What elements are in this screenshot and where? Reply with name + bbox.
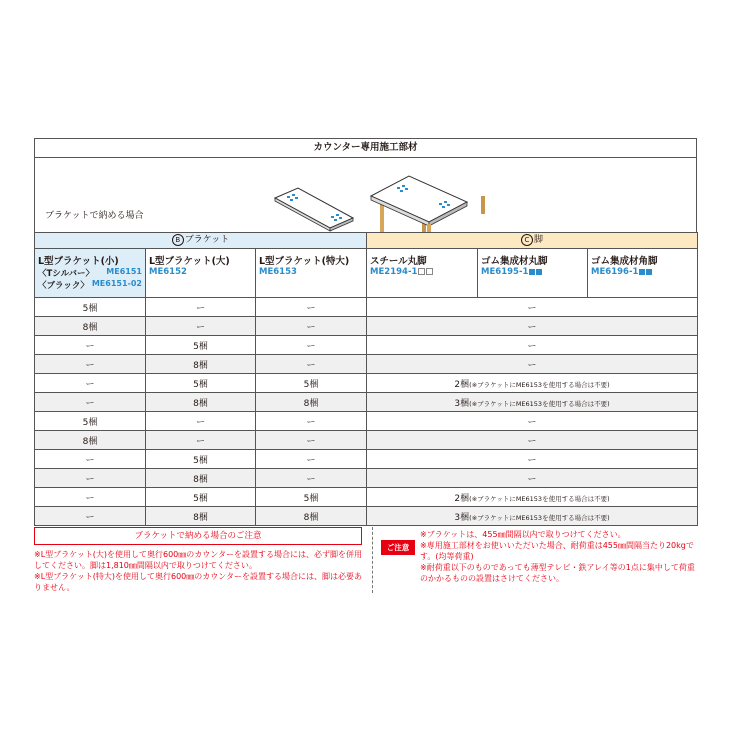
bracket-large-code: ME6152 (149, 267, 187, 277)
leg-steel-code: ME2194-1 (370, 267, 418, 277)
cell-large: 5梱 (146, 336, 256, 355)
leg-rubber-round-name: ゴム集成材丸脚 (481, 256, 548, 267)
bracket-large-name: L型ブラケット(大) (149, 256, 230, 267)
left-note: ※L型ブラケット(大)を使用して奥行600㎜のカウンターを設置する場合には、必ず脚を併用してください。脚は1,810㎜間隔以内で取りつけてください。 (34, 550, 362, 570)
cell-leg (367, 374, 698, 393)
header-bracket-xl (256, 249, 367, 298)
parts-table (34, 232, 698, 526)
cell-xl: ー (256, 469, 367, 488)
black-code: ME6151-02 (91, 279, 142, 288)
cell-xl: ー (256, 298, 367, 317)
table-row (35, 355, 698, 374)
leg-value: 3梱 (454, 512, 470, 523)
cell-small: ー (35, 507, 146, 526)
header-leg-rubber-round (478, 249, 588, 298)
cell-small: ー (35, 469, 146, 488)
cell-large: 8梱 (146, 393, 256, 412)
table-row (35, 336, 698, 355)
cell-leg (367, 298, 698, 317)
color-code-filled-square-icon (536, 269, 542, 275)
cell-small: ー (35, 488, 146, 507)
table-row (35, 450, 698, 469)
cell-small: 8梱 (35, 317, 146, 336)
parts-table-sheet (34, 138, 697, 526)
table-row (35, 431, 698, 450)
cell-large: ー (146, 317, 256, 336)
right-note: ※ブラケットは、455㎜間隔以内で取りつけてください。 (420, 530, 626, 539)
notes-divider (372, 527, 373, 593)
bracket-counter-illustration (275, 188, 353, 231)
table-row (35, 393, 698, 412)
group-bracket (35, 233, 367, 249)
caution-badge: ご注意 (381, 540, 415, 555)
table-row (35, 317, 698, 336)
cell-leg (367, 412, 698, 431)
leg-value: ー (527, 341, 537, 352)
leg-rubber-round-code: ME6195-1 (481, 267, 529, 277)
cell-small: ー (35, 355, 146, 374)
color-code-filled-square-icon (639, 269, 645, 275)
header-leg-steel (367, 249, 478, 298)
cell-xl: 8梱 (256, 507, 367, 526)
header-bracket-large (146, 249, 256, 298)
cell-leg (367, 355, 698, 374)
leg-value: 2梱 (454, 379, 470, 390)
table-row (35, 469, 698, 488)
cell-xl: ー (256, 355, 367, 374)
cell-small: 5梱 (35, 412, 146, 431)
leg-note: (※ブラケットにME6153を使用する場合は不要) (469, 494, 610, 503)
bracket-xl-name: L型ブラケット(特大) (259, 256, 350, 267)
group-b-mark: B (172, 234, 184, 246)
cell-small: 5梱 (35, 298, 146, 317)
cell-xl: ー (256, 412, 367, 431)
table-row (35, 412, 698, 431)
color-code-empty-square-icon (418, 268, 425, 275)
cell-large: 5梱 (146, 488, 256, 507)
table-body (35, 298, 698, 526)
cell-large: 8梱 (146, 507, 256, 526)
silver-code: ME6151 (106, 267, 142, 276)
header-bracket-small (35, 249, 146, 298)
cell-xl: 8梱 (256, 393, 367, 412)
right-note: ※耐荷重以下のものであっても薄型テレビ・鉄アレイ等の1点に集中して荷重のかかるものの設置はさけてください。 (420, 563, 695, 583)
leg-value: ー (527, 474, 537, 485)
leg-value: ー (527, 455, 537, 466)
leg-value: 2梱 (454, 493, 470, 504)
leg-note: (※ブラケットにME6153を使用する場合は不要) (469, 399, 610, 408)
cell-large: ー (146, 431, 256, 450)
cell-large: 8梱 (146, 355, 256, 374)
leg-value: ー (527, 360, 537, 371)
intro-section (34, 157, 697, 232)
cell-leg (367, 317, 698, 336)
table-row (35, 488, 698, 507)
leg-value: ー (527, 303, 537, 314)
bracket-xl-code: ME6153 (259, 267, 297, 277)
cell-xl: ー (256, 431, 367, 450)
leg-value: ー (527, 436, 537, 447)
cell-large: ー (146, 412, 256, 431)
caution-title: ブラケットで納める場合のご注意 (34, 527, 362, 545)
leg-steel-name: スチール丸脚 (370, 256, 427, 267)
counter-illustrations (35, 158, 698, 232)
color-code-filled-square-icon (646, 269, 652, 275)
leg-rubber-square-name: ゴム集成材角脚 (591, 256, 658, 267)
cell-xl: ー (256, 336, 367, 355)
right-note: ※専用施工部材をお使いいただいた場合、耐荷重は455㎜間隔当たり20kgです。(均等荷重) (420, 541, 694, 561)
header-leg-rubber-square (588, 249, 698, 298)
leg-note: (※ブラケットにME6153を使用する場合は不要) (469, 380, 610, 389)
group-b-label: ブラケット (184, 235, 230, 245)
leg-value: 3梱 (454, 398, 470, 409)
table-row (35, 507, 698, 526)
leg-note: (※ブラケットにME6153を使用する場合は不要) (469, 513, 610, 522)
left-note: ※L型ブラケット(特大)を使用して奥行600㎜のカウンターを設置する場合には、脚は必要ありません。 (34, 572, 362, 592)
intro-text: ブラケットで納める場合 (45, 211, 144, 221)
cell-leg (367, 507, 698, 526)
group-leg (367, 233, 698, 249)
cell-large: 8梱 (146, 469, 256, 488)
cell-xl: 5梱 (256, 374, 367, 393)
silver-label: 〈Tシルバー〉 (38, 269, 94, 279)
cell-small: 8梱 (35, 431, 146, 450)
right-notes (420, 529, 697, 584)
group-c-label: 脚 (534, 235, 544, 245)
leg-counter-illustration (371, 176, 485, 232)
cell-xl: ー (256, 317, 367, 336)
color-code-empty-square-icon (426, 268, 433, 275)
cell-small: ー (35, 450, 146, 469)
cell-leg (367, 488, 698, 507)
cell-xl: ー (256, 450, 367, 469)
left-notes (34, 549, 364, 593)
leg-value: ー (527, 417, 537, 428)
cell-leg (367, 336, 698, 355)
cell-leg (367, 393, 698, 412)
color-code-filled-square-icon (529, 269, 535, 275)
leg-value: ー (527, 322, 537, 333)
cell-leg (367, 450, 698, 469)
cell-large: 5梱 (146, 374, 256, 393)
cell-small: ー (35, 393, 146, 412)
cell-leg (367, 431, 698, 450)
cell-small: ー (35, 374, 146, 393)
cell-large: ー (146, 298, 256, 317)
cell-large: 5梱 (146, 450, 256, 469)
table-title: カウンター専用施工部材 (34, 138, 697, 157)
leg-rubber-square-code: ME6196-1 (591, 267, 639, 277)
bracket-small-name: L型ブラケット(小) (38, 256, 119, 267)
cell-small: ー (35, 336, 146, 355)
notes-section (34, 527, 697, 597)
cell-xl: 5梱 (256, 488, 367, 507)
table-row (35, 374, 698, 393)
black-label: 〈ブラック〉 (38, 281, 89, 291)
table-row (35, 298, 698, 317)
cell-leg (367, 469, 698, 488)
group-c-mark: C (521, 234, 533, 246)
